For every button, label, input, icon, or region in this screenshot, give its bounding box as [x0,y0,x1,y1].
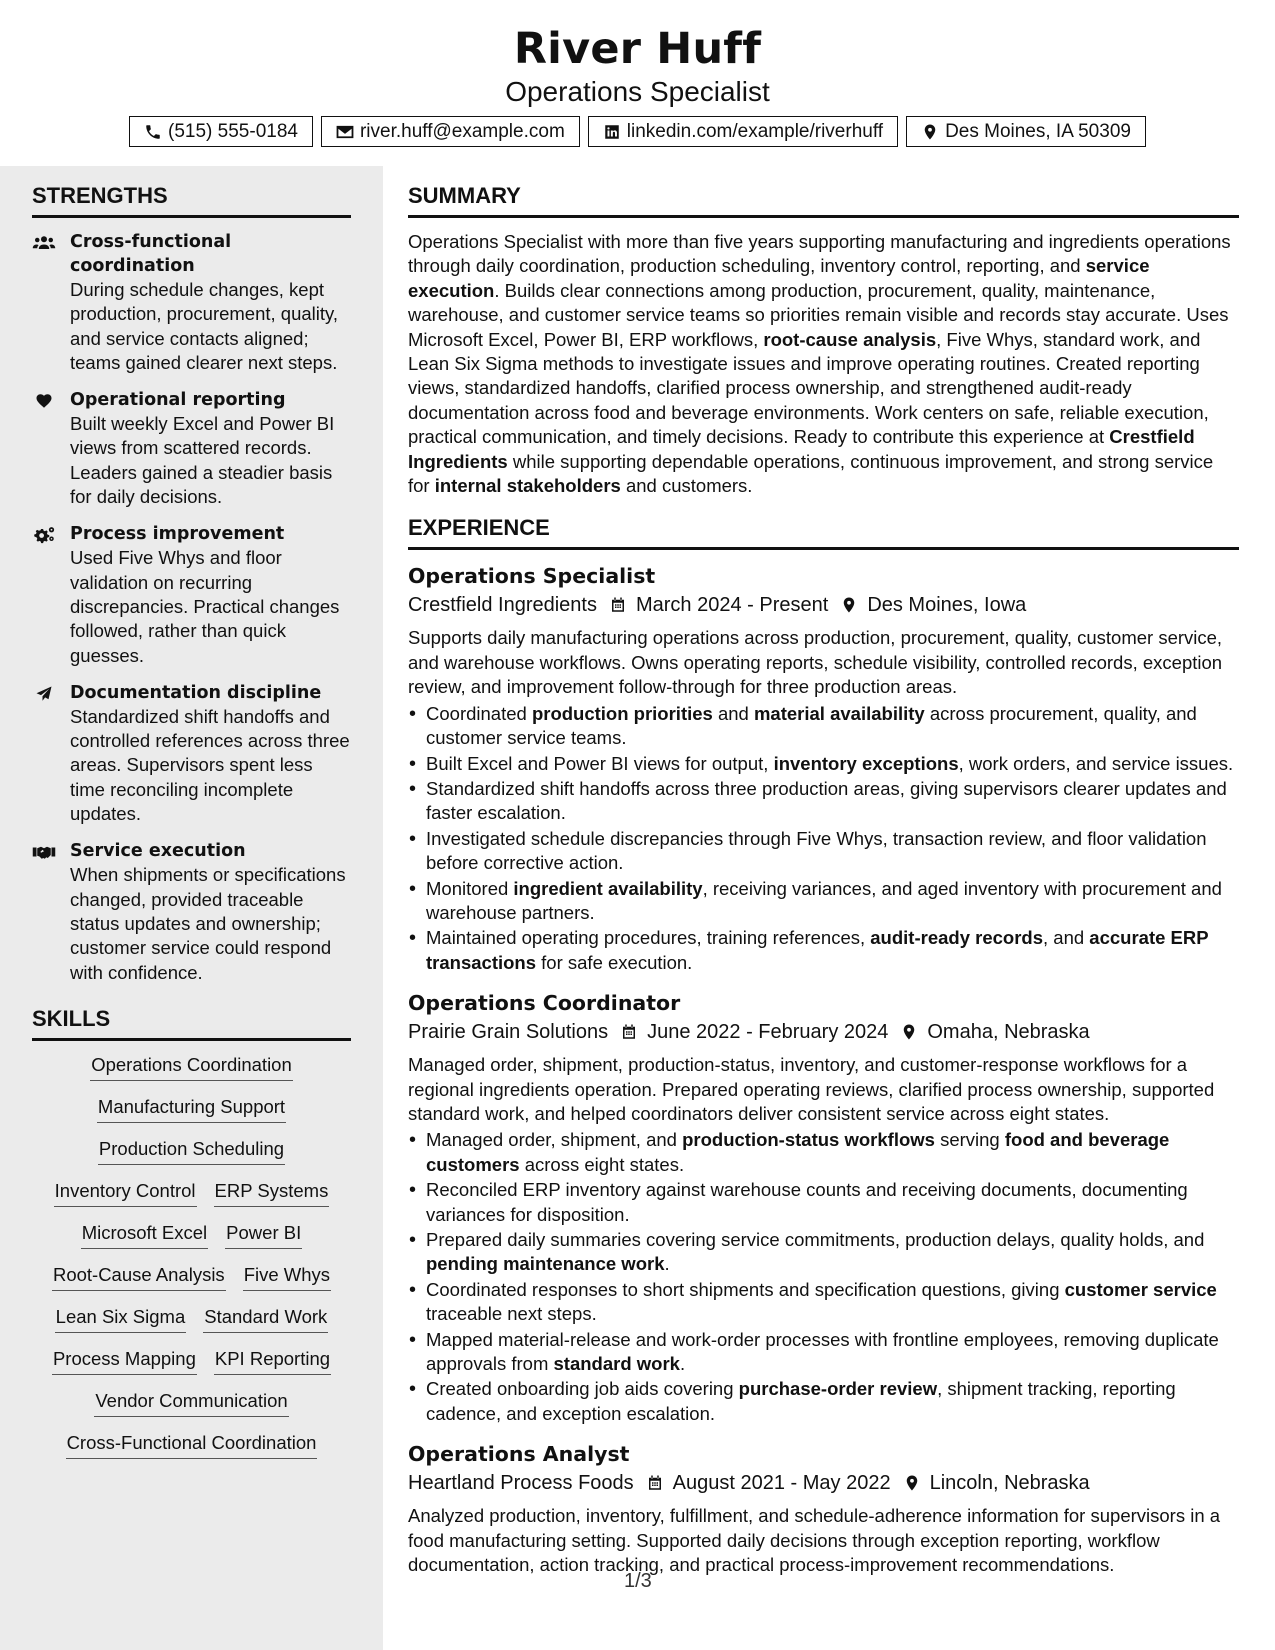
strength-item [32,522,351,667]
calendar-icon [609,595,627,615]
skill-tag: Manufacturing Support [97,1095,286,1123]
text-run: , Five Whys, standard work, and Lean Six Sigma methods to investigate issues and improve operating routines. Created reporting views, standardized handoffs, clarified process ownership, and strengthened audit-ready documentation across food and beverage environments. Work centers on safe, reliable execution, practical communication, and timely decisions. Ready to contribute this experience at [408,328,1209,448]
skill-tag: Inventory Control [54,1179,197,1207]
bullet-item [408,926,1239,975]
text-run: Investigated schedule discrepancies through Five Whys, transaction review, and floor validation before corrective action. [426,827,1207,874]
bullet-item [408,1278,1239,1327]
skill-row [32,1347,351,1375]
text-run: Operations Specialist with more than five years supporting manufacturing and ingredients operations through daily coordination, production scheduling, inventory control, reporting, and [408,231,1231,277]
map-marker-icon [900,1022,918,1042]
job-entry [408,1440,1239,1577]
text-run: , shipment tracking, reporting cadence, and exception escalation. [426,1378,1176,1424]
text-run: and customers. [620,475,753,497]
skills-list [32,1053,351,1459]
skill-row [32,1137,351,1165]
bold-text: food and beverage customers [426,1129,1170,1175]
calendar-icon [646,1473,664,1493]
skills-heading: SKILLS [32,1005,351,1041]
skill-tag: Power BI [225,1221,302,1249]
map-marker-icon [840,595,858,615]
calendar-icon [620,1022,638,1042]
text-run: while supporting dependable operations, continuous improvement, and strong service for [408,450,1214,497]
map-marker-icon [903,1473,921,1493]
text-run: , and [1043,927,1090,949]
bullet-item [408,1377,1239,1426]
summary-heading: SUMMARY [408,182,1239,218]
text-run: Managed order, shipment, and [426,1129,683,1151]
text-run: Created onboarding job aids covering [426,1378,739,1400]
job-description: Supports daily manufacturing operations across production, procurement, quality, customer service, and warehouse workflows. Owns operating reports, schedule visibility, controlled records, exception review, and improvement follow-through for three production areas. [408,627,1223,698]
main-content [383,166,1275,1577]
contact-phone[interactable] [129,116,313,147]
strength-title: Documentation discipline [70,682,322,703]
page-number: 1/3 [624,1570,652,1592]
skill-tag: Lean Six Sigma [55,1305,187,1333]
job-entry [408,562,1239,975]
bullet-item [408,1128,1239,1177]
text-run: Reconciled ERP inventory against warehouse counts and receiving documents, documenting variances for disposition. [426,1179,1188,1225]
text-run: Mapped material-release and work-order processes with frontline employees, removing duplicate approvals from [426,1328,1219,1375]
job-entry [408,989,1239,1426]
experience-list [408,562,1239,1577]
bold-text: internal stakeholders [434,475,621,497]
text-run: . Builds clear connections among production, procurement, quality, maintenance, warehouse, and customer service teams so priorities remain visible and records stay accurate. Uses Microsoft Excel, Power BI, ERP workflows, [408,279,1229,350]
strength-item [32,681,351,826]
text-run: , work orders, and service issues. [958,752,1234,774]
job-company: Crestfield Ingredients [408,594,597,617]
text-run: and [712,702,754,724]
text-run: for safe execution. [536,951,693,973]
text-run: serving [934,1129,1005,1151]
text-run: Standardized shift handoffs across three production areas, giving supervisors clearer updates and faster escalation. [426,777,1227,824]
bold-text: audit-ready records [870,927,1043,949]
linkedin-icon [603,123,621,141]
job-title: Operations Specialist [408,564,656,589]
contact-location [906,116,1146,147]
job-meta [408,1017,1239,1047]
skill-row [32,1221,351,1249]
job-location: Des Moines, Iowa [867,594,1027,617]
bullet-item [408,752,1239,776]
bold-text: pending maintenance work [426,1253,665,1275]
skill-row [32,1095,351,1123]
bold-text: service execution [408,255,1150,301]
bullet-item [408,1178,1239,1227]
job-dates: August 2021 - May 2022 [672,1472,891,1495]
skill-row [32,1179,351,1207]
paper-plane-icon [32,685,56,703]
job-bullets [408,702,1239,975]
text-run: . [664,1253,670,1275]
text-run: traceable next steps. [426,1303,597,1325]
job-title: Operations Coordinator [408,991,681,1016]
bold-text: standard work [553,1353,680,1375]
text-run: . [679,1353,686,1375]
skill-row [32,1431,351,1459]
text-run: , receiving variances, and aged inventory with procurement and warehouse partners. [426,877,1222,923]
skill-row [32,1263,351,1291]
strength-desc: Standardized shift handoffs and controlled references across three areas. Supervisors spent less time reconciling incomplete updates. [70,705,350,825]
bold-text: inventory exceptions [773,752,959,774]
skill-row [32,1305,351,1333]
resume-header [0,0,1275,166]
strength-item [32,388,351,509]
job-description: Managed order, shipment, production-status, inventory, and customer-response workflows for a regional ingredients operation. Prepared operating reviews, clarified process ownership, supported standard work, and helped coordinators deliver consistent service across eight states. [408,1054,1215,1124]
job-dates: June 2022 - February 2024 [647,1021,889,1044]
strength-title: Process improvement [70,524,285,545]
text-run: Prepared daily summaries covering service commitments, production delays, quality holds, and [426,1229,1205,1250]
envelope-icon [336,123,354,141]
sidebar [0,166,383,1650]
text-run: Maintained operating procedures, training references, [426,927,871,949]
experience-heading: EXPERIENCE [408,514,1239,550]
job-company: Prairie Grain Solutions [408,1021,609,1044]
phone-icon [144,123,162,141]
contact-location-text: Des Moines, IA 50309 [945,120,1131,142]
contact-linkedin-text: linkedin.com/example/riverhuff [626,120,884,142]
skill-row [32,1053,351,1081]
text-run: across procurement, quality, and customer service teams. [426,702,1197,749]
job-company: Heartland Process Foods [408,1472,634,1495]
strength-title: Cross-functional coordination [70,232,232,276]
contact-bar [0,116,1275,147]
job-meta [408,590,1239,620]
job-location: Lincoln, Nebraska [929,1472,1090,1495]
text-run: Coordinated responses to short shipments and specification questions, giving [426,1278,1065,1300]
strength-title: Service execution [70,841,246,862]
gears-icon [32,526,56,544]
bold-text: ingredient availability [513,877,703,899]
job-bullets [408,1128,1239,1426]
contact-email-text: river.huff@example.com [359,120,565,142]
text-run: Coordinated [426,702,532,724]
skill-tag: Operations Coordination [90,1053,293,1081]
strength-desc: During schedule changes, kept production, procurement, quality, and service contacts aligned; teams gained clearer next steps. [70,279,339,373]
skill-tag: Root-Cause Analysis [52,1263,226,1291]
heart-icon [32,392,56,410]
bullet-item [408,1228,1239,1277]
candidate-name: River Huff [513,24,762,74]
skill-tag: Production Scheduling [98,1137,285,1165]
job-location: Omaha, Nebraska [927,1021,1090,1044]
text-run: across eight states. [519,1153,685,1175]
text-run: Built Excel and Power BI views for output, [426,752,774,774]
skill-tag: Vendor Communication [94,1389,288,1417]
strength-item [32,839,351,984]
skill-tag: KPI Reporting [214,1347,331,1375]
skill-tag: Cross-Functional Coordination [66,1431,318,1459]
bold-text: material availability [753,702,925,724]
bullet-item [408,1328,1239,1377]
skill-tag: Standard Work [203,1305,328,1333]
skill-tag: Process Mapping [52,1347,197,1375]
skill-row [32,1389,351,1417]
strength-desc: When shipments or specifications changed, provided traceable status updates and ownership; customer service could respond with confidence. [70,864,346,983]
job-dates: March 2024 - Present [635,594,829,617]
bullet-item [408,827,1239,876]
strength-desc: Used Five Whys and floor validation on recurring discrepancies. Practical changes followed, rather than quick guesses. [70,547,340,666]
users-icon [32,234,56,252]
strength-title: Operational reporting [70,390,286,411]
summary-text [408,230,1239,498]
bold-text: purchase-order review [738,1378,938,1400]
strength-item [32,230,351,375]
job-title: Operations Analyst [408,1442,630,1467]
skill-tag: Microsoft Excel [81,1221,208,1249]
skill-tag: ERP Systems [214,1179,330,1207]
bullet-item [408,777,1239,826]
contact-phone-text: (515) 555-0184 [168,120,298,142]
strength-desc: Built weekly Excel and Power BI views from scattered records. Leaders gained a steadier basis for daily decisions. [70,413,335,508]
contact-email[interactable] [321,116,580,147]
handshake-icon [32,843,56,861]
job-description: Analyzed production, inventory, fulfillment, and schedule-adherence information for supervisors in a food manufacturing setting. Supported daily decisions through exception reporting, workflow documentation, action tracking, and practical process-improvement recommendations. [408,1505,1221,1576]
bold-text: accurate ERP transactions [426,927,1209,973]
candidate-title: Operations Specialist [505,76,770,107]
skill-tag: Five Whys [243,1263,331,1291]
text-run: Monitored [426,877,514,899]
job-meta [408,1468,1239,1498]
contact-linkedin[interactable] [588,116,898,147]
map-marker-icon [921,123,939,141]
strengths-heading: STRENGTHS [32,182,351,218]
bold-text: customer service [1064,1278,1217,1300]
bold-text: Crestfield Ingredients [408,426,1195,472]
bold-text: root-cause analysis [763,328,937,350]
bullet-item [408,702,1239,751]
bold-text: production priorities [531,702,713,724]
bullet-item [408,877,1239,926]
bold-text: production-status workflows [682,1129,935,1151]
